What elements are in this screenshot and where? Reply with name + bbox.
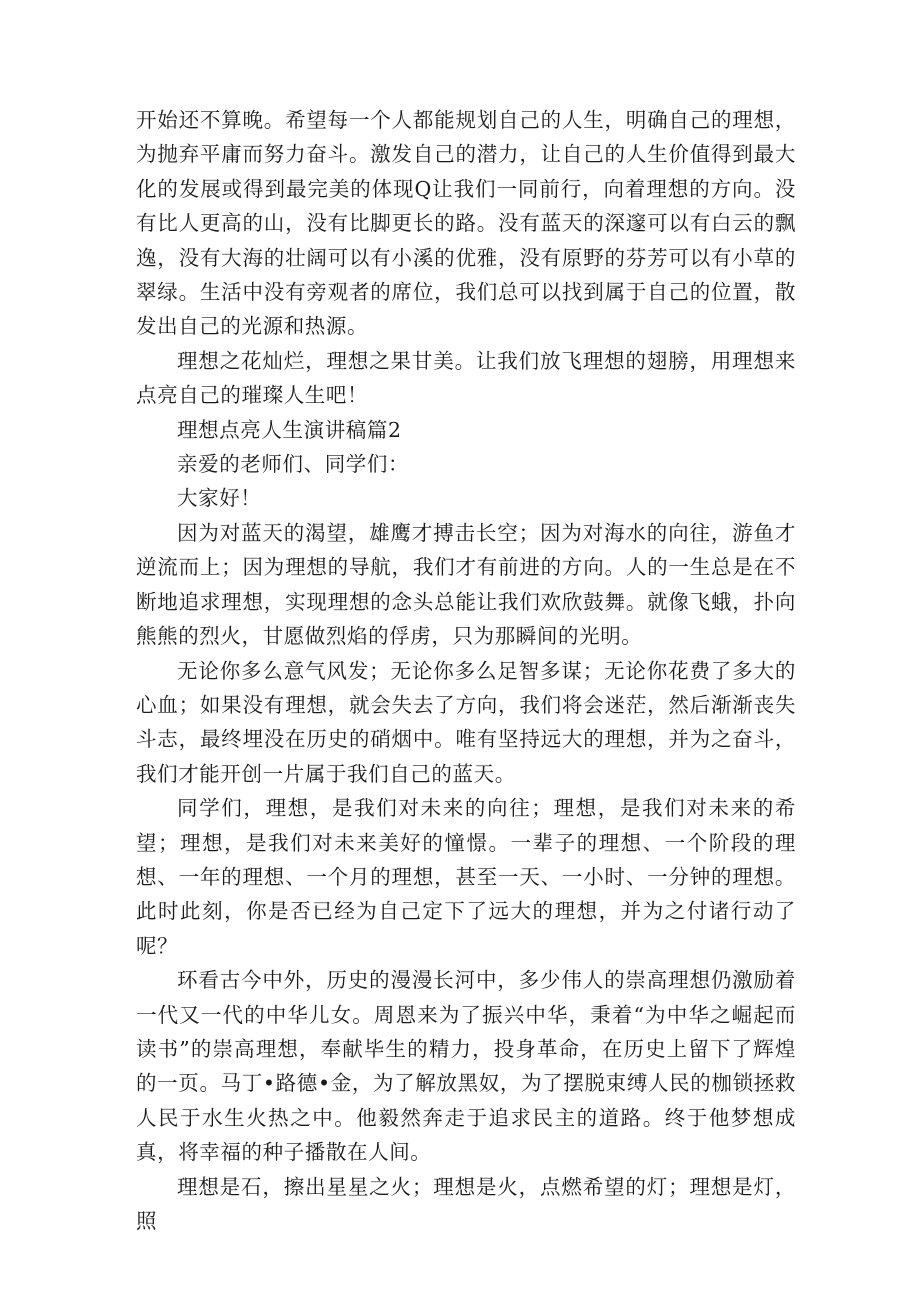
paragraph: 无论你多么意气风发；无论你多么足智多谋；无论你花费了多大的心血；如果没有理想，就会失去了方向，我们将会迷茫，然后渐渐丧失斗志，最终埋没在历史的硝烟中。唯有坚持远大的理想，并为之奋斗，我们才能开创一片属于我们自己的蓝天。	[136, 658, 796, 786]
paragraph-truncated: 理想是石，擦出星星之火；理想是火，点燃希望的灯；理想是灯，照	[136, 1174, 796, 1233]
paragraph-continued: 开始还不算晚。希望每一个人都能规划自己的人生，明确自己的理想，为抛弃平庸而努力奋斗。激发自己的潜力，让自己的人生价值得到最大化的发展或得到最完美的体现Q让我们一同前行，向着理想的方向。没有比人更高的山，没有比脚更长的路。没有蓝天的深邃可以有白云的飘逸，没有大海的壮阔可以有小溪的优雅，没有原野的芬芳可以有小草的翠绿。生活中没有旁观者的席位，我们总可以找到属于自己的位置，散发出自己的光源和热源。	[136, 108, 796, 339]
greeting: 大家好！	[177, 486, 262, 511]
paragraph: 同学们，理想，是我们对未来的向往；理想，是我们对未来的希望；理想，是我们对未来美好的憧憬。一辈子的理想、一个阶段的理想、一年的理想、一个月的理想，甚至一天、一小时、一分钟的理想。此时此刻，你是否已经为自己定下了远大的理想，并为之付诸行动了呢？	[136, 796, 796, 958]
section-heading: 理想点亮人生演讲稿篇2	[177, 417, 402, 442]
paragraph: 因为对蓝天的渴望，雄鹰才搏击长空；因为对海水的向往，游鱼才逆流而上；因为理想的导航，我们才有前进的方向。人的一生总是在不断地追求理想，实现理想的念头总能让我们欢欣鼓舞。就像飞蛾，扑向熊熊的烈火，甘愿做烈焰的俘虏，只为那瞬间的光明。	[136, 520, 796, 649]
paragraph: 理想之花灿烂，理想之果甘美。让我们放飞理想的翅膀，用理想来点亮自己的璀璨人生吧！	[136, 348, 796, 408]
salutation: 亲爱的老师们、同学们：	[177, 452, 410, 477]
paragraph: 环看古今中外，历史的漫漫长河中，多少伟人的崇高理想仍激励着一代又一代的中华儿女。周恩来为了振兴中华，秉着“为中华之崛起而读书”的崇高理想，奉献毕生的精力，投身革命，在历史上留下了辉煌的一页。马丁•路德•金，为了解放黑奴，为了摆脱束缚人民的枷锁拯救人民于水生火热之中。他毅然奔走于追求民主的道路。终于他梦想成真，将幸福的种子播散在人间。	[136, 968, 796, 1165]
document-page	[136, 103, 796, 1238]
